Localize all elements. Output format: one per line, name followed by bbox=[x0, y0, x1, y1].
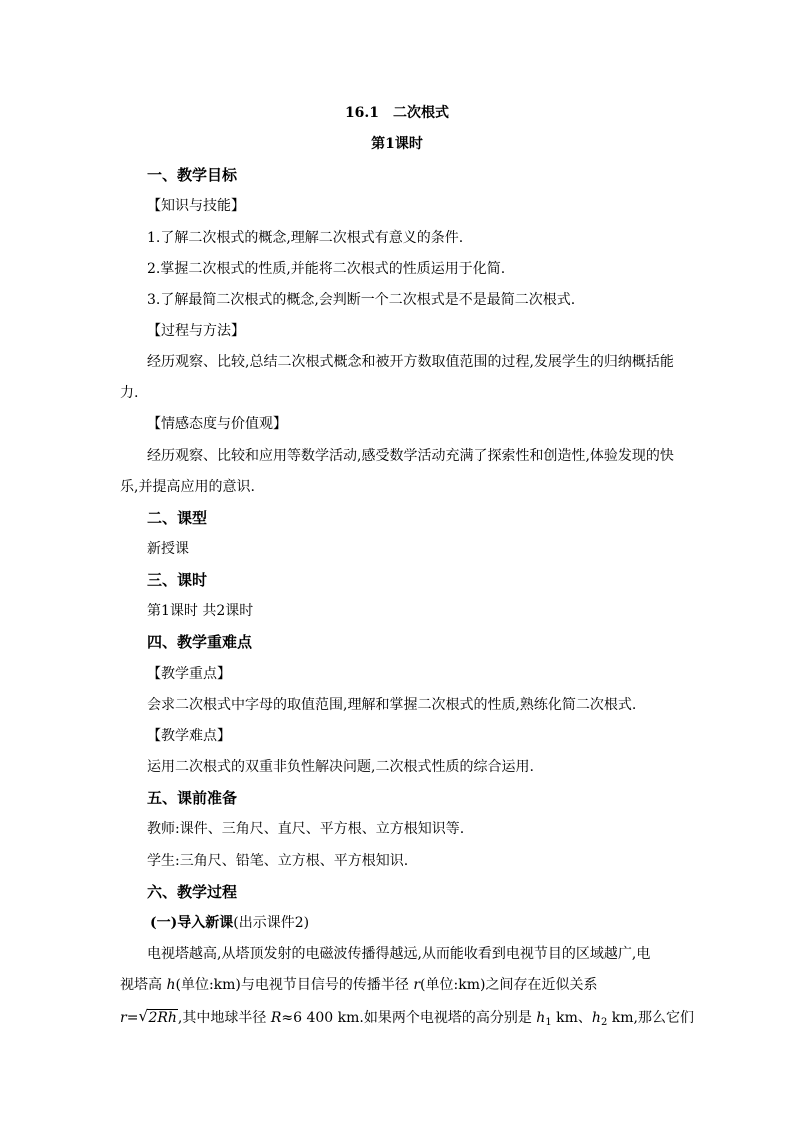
process-text-line-1: 经历观察、比较,总结二次根式概念和被开方数取值范围的过程,发展学生的归纳概括能 bbox=[147, 354, 674, 370]
paragraph-line-1: 电视塔越高,从塔顶发射的电磁波传播得越远,从而能收看到电视节目的区域越广,电 bbox=[147, 946, 651, 962]
subheading-key-points: 【教学重点】 bbox=[147, 666, 231, 682]
subheading-knowledge: 【知识与技能】 bbox=[147, 198, 245, 214]
sub-2: 2 bbox=[600, 1017, 608, 1028]
page-subtitle: 第1课时 bbox=[371, 136, 423, 152]
intro-heading bbox=[150, 913, 309, 933]
para2-text-a: 视塔高 bbox=[120, 977, 167, 993]
attitude-text-line-1: 经历观察、比较和应用等数学活动,感受数学活动充满了探索性和创造性,体验发现的快 bbox=[147, 448, 674, 464]
heading-teaching-process: 六、教学过程 bbox=[147, 883, 238, 901]
radical-sign-icon: √ bbox=[138, 1007, 148, 1025]
var-R: R bbox=[270, 1010, 282, 1026]
subheading-attitude: 【情感态度与价值观】 bbox=[147, 416, 287, 432]
para2-text-c: (单位:km)之间存在近似关系 bbox=[420, 977, 598, 993]
key-points-text: 会求二次根式中字母的取值范围,理解和掌握二次根式的性质,熟练化简二次根式. bbox=[147, 697, 637, 713]
sub-1: 1 bbox=[545, 1017, 552, 1028]
formula-r: r bbox=[120, 1010, 127, 1026]
var-r: r bbox=[413, 977, 421, 993]
intro-title: (一)导入新课 bbox=[150, 915, 234, 931]
var-h1: h bbox=[536, 1010, 546, 1026]
heading-teaching-goals: 一、教学目标 bbox=[147, 166, 238, 184]
teacher-prep-text: 教师:课件、三角尺、直尺、平方根、立方根知识等. bbox=[147, 821, 465, 837]
subheading-process: 【过程与方法】 bbox=[147, 323, 245, 339]
para3-text-d: km,那么它们 bbox=[607, 1010, 694, 1026]
paragraph-line-2 bbox=[120, 975, 597, 995]
goal-item-3: 3.了解最简二次根式的概念,会判断一个二次根式是不是最简二次根式. bbox=[147, 292, 576, 308]
para3-text-b: ≈6 400 km.如果两个电视塔的高分别是 bbox=[281, 1010, 537, 1026]
paragraph-line-3 bbox=[120, 1008, 694, 1033]
goal-item-2: 2.掌握二次根式的性质,并能将二次根式的性质运用于化简. bbox=[147, 261, 506, 277]
formula-equals: = bbox=[126, 1010, 139, 1026]
page-title: 16.1 二次根式 bbox=[344, 105, 450, 121]
intro-note: (出示课件2) bbox=[233, 915, 310, 931]
student-prep-text: 学生:三角尺、铅笔、立方根、平方根知识. bbox=[147, 853, 409, 869]
subheading-difficult-points: 【教学难点】 bbox=[147, 728, 231, 744]
var-h: h bbox=[166, 977, 176, 993]
periods-text: 第1课时 共2课时 bbox=[147, 603, 254, 619]
attitude-text-line-2: 乐,并提高应用的意识. bbox=[120, 479, 255, 495]
lesson-type-text: 新授课 bbox=[147, 541, 189, 557]
difficult-points-text: 运用二次根式的双重非负性解决问题,二次根式性质的综合运用. bbox=[147, 759, 534, 775]
goal-item-1: 1.了解二次根式的概念,理解二次根式有意义的条件. bbox=[147, 230, 464, 246]
process-text-line-2: 力. bbox=[120, 385, 139, 401]
heading-periods: 三、课时 bbox=[147, 571, 208, 589]
para3-text-c: km、 bbox=[551, 1010, 592, 1026]
sqrt-expression bbox=[138, 1008, 177, 1028]
para3-text-a: ,其中地球半径 bbox=[177, 1010, 271, 1026]
para2-text-b: (单位:km)与电视节目信号的传播半径 bbox=[175, 977, 414, 993]
heading-preparation: 五、课前准备 bbox=[147, 789, 238, 807]
var-h2: h bbox=[591, 1010, 601, 1026]
radicand: 2Rh bbox=[148, 1010, 177, 1026]
heading-key-difficult: 四、教学重难点 bbox=[147, 633, 253, 651]
heading-lesson-type: 二、课型 bbox=[147, 509, 208, 527]
